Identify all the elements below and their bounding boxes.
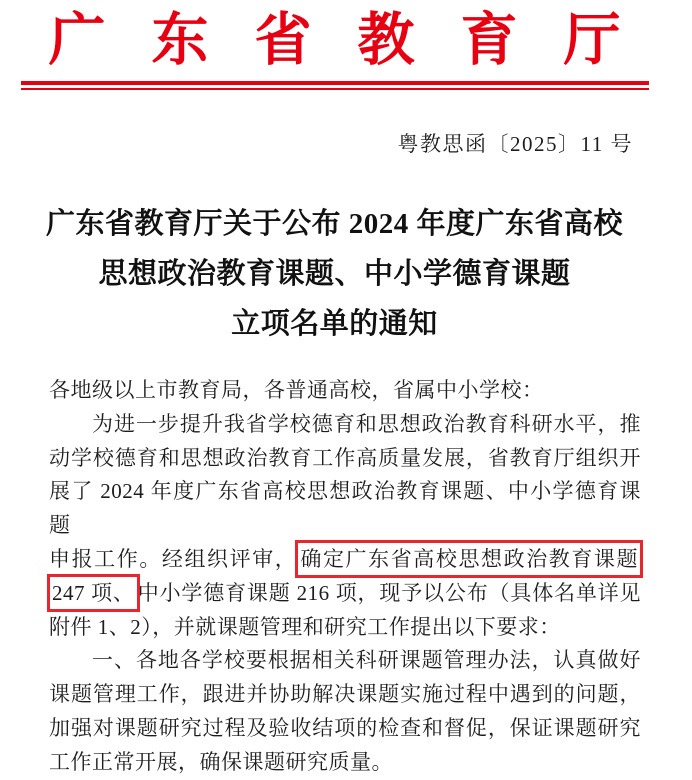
body-line: 为进一步提升我省学校德育和思想政治教育科研水平，推: [92, 411, 641, 436]
body-line-with-highlight: [49, 577, 641, 611]
red-divider-thin-line: [21, 88, 649, 90]
document-title-line-2: 思想政治教育课题、中小学德育课题: [98, 258, 571, 290]
document-title-line-1: 广东省教育厅关于公布 2024 年度广东省高校: [45, 208, 623, 240]
body-line: 课题管理工作，跟进并协助解决课题实施过程中遇到的问题，: [49, 682, 641, 707]
red-highlight-box: 确定广东省高校思想政治教育课题: [295, 540, 643, 578]
document-reference-number: 粤教思函〔2025〕11 号: [397, 132, 633, 156]
body-line: 加强对课题研究过程及验收结项的检查和督促，保证课题研究: [49, 715, 641, 740]
body-text-segment: 申报工作。经组织评审，: [49, 546, 298, 571]
body-text-segment: 中小学德育课题 216 项，现予以公布（具体名单详见: [137, 580, 642, 605]
document-title: [0, 199, 669, 349]
letterhead-agency-name: 广东省教育厅: [48, 9, 667, 72]
body-line: 工作正常开展，确保课题研究质量。: [49, 749, 393, 774]
body-line: 一、各地各学校要根据相关科研课题管理办法，认真做好: [92, 648, 641, 673]
document-title-line-3: 立项名单的通知: [231, 308, 438, 340]
body-line-with-highlight: [49, 543, 641, 577]
red-divider-thick-line: [21, 81, 649, 85]
red-divider-rule: [21, 81, 649, 90]
document-body: [49, 374, 641, 780]
body-line: 动学校德育和思想政治教育工作高质量发展，省教育厅组织开: [49, 445, 641, 470]
body-line: 展了 2024 年度广东省高校思想政治教育课题、中小学德育课题: [49, 479, 641, 538]
red-highlight-box: 247 项、: [47, 574, 140, 612]
body-line: 附件 1、2），并就课题管理和研究工作提出以下要求：: [49, 614, 561, 639]
salutation-line: 各地级以上市教育局，各普通高校，省属中小学校：: [49, 378, 544, 402]
